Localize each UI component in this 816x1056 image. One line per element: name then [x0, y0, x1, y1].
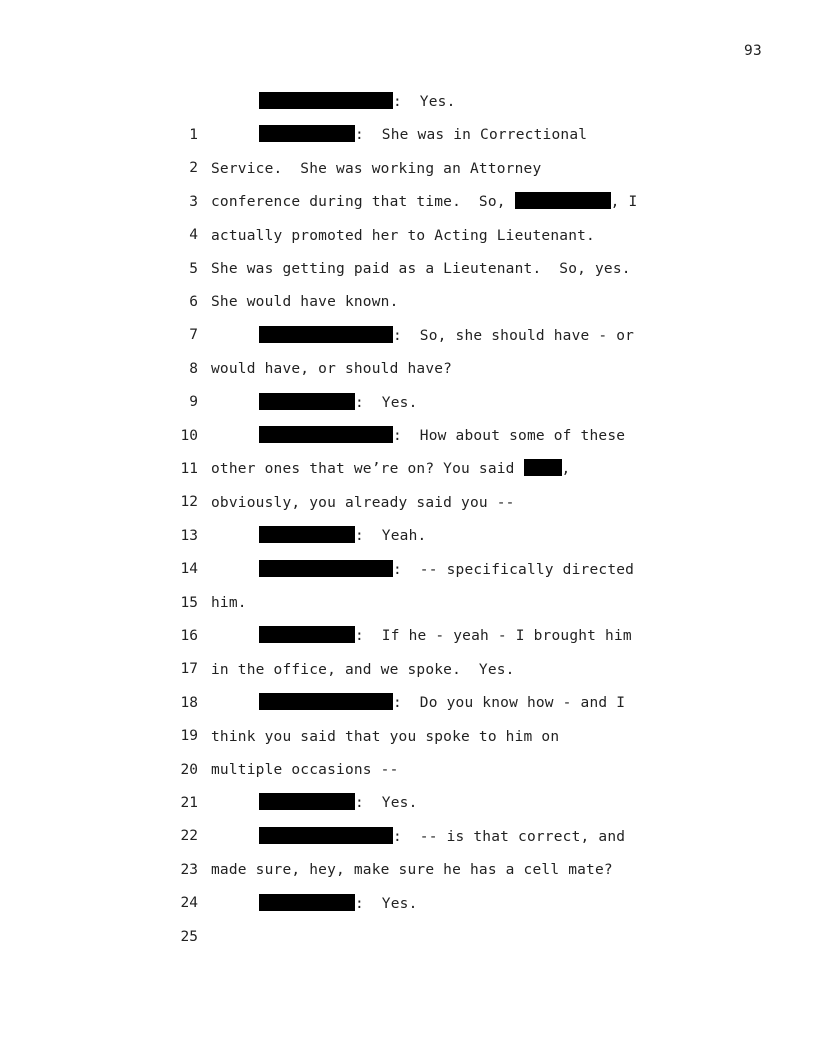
line-text: made sure, hey, make sure he has a cell mate? — [211, 862, 613, 879]
line-text: in the office, and we spoke. Yes. — [211, 661, 515, 678]
line-text: : -- specifically directed — [393, 561, 635, 578]
line-text-continued: , I — [610, 194, 638, 211]
redacted-speaker-name — [259, 827, 393, 844]
redacted-speaker-name — [259, 92, 393, 109]
redacted-speaker-name — [259, 894, 355, 911]
redacted-name — [524, 459, 562, 476]
redacted-speaker-name — [259, 693, 393, 710]
redacted-speaker-name — [259, 626, 355, 643]
line-number: 9 — [189, 394, 198, 411]
line-number: 22 — [180, 828, 198, 845]
line-text: She would have known. — [211, 294, 399, 311]
line-text: conference during that time. So, — [211, 194, 515, 211]
line-text: think you said that you spoke to him on — [211, 728, 560, 745]
line-number: 3 — [189, 193, 198, 210]
transcript-line — [0, 888, 816, 945]
line-number: 19 — [180, 728, 198, 745]
line-text: : Yes. — [393, 94, 456, 110]
line-text: : -- is that correct, and — [393, 828, 626, 845]
line-text: him. — [211, 595, 247, 611]
line-text-continued: , — [561, 461, 571, 478]
line-number: 5 — [189, 260, 198, 277]
line-text: : She was in Correctional — [355, 127, 588, 144]
line-number: 21 — [180, 795, 198, 811]
redacted-speaker-name — [259, 793, 355, 810]
line-number: 11 — [180, 461, 198, 477]
redacted-speaker-name — [259, 526, 355, 543]
line-number: 6 — [189, 294, 198, 310]
line-number: 4 — [189, 227, 198, 244]
redacted-speaker-name — [259, 560, 393, 577]
line-number: 24 — [180, 895, 198, 912]
line-text: : Yes. — [355, 795, 418, 812]
redacted-speaker-name — [259, 125, 355, 142]
line-number: 13 — [180, 527, 198, 544]
line-number: 1 — [189, 127, 198, 143]
line-number: 20 — [180, 761, 198, 778]
line-number: 8 — [189, 360, 198, 377]
line-number: 12 — [180, 494, 198, 511]
line-text: : Yes. — [355, 394, 418, 411]
line-text: : Do you know how - and I — [393, 695, 626, 712]
redacted-speaker-name — [259, 393, 355, 410]
line-text: would have, or should have? — [211, 361, 453, 378]
line-text: : How about some of these — [393, 428, 626, 444]
line-number: 16 — [180, 628, 198, 644]
line-text: other ones that we’re on? You said — [211, 461, 524, 478]
line-text: multiple occasions -- — [211, 762, 399, 778]
redacted-name — [515, 192, 611, 209]
line-text: Service. She was working an Attorney — [211, 160, 542, 177]
line-text: : So, she should have - or — [393, 327, 635, 344]
line-number: 10 — [180, 427, 198, 444]
line-number: 15 — [180, 594, 198, 611]
line-number: 14 — [180, 561, 198, 578]
line-text: : Yeah. — [355, 528, 427, 545]
line-number: 7 — [189, 327, 198, 344]
redacted-speaker-name — [259, 326, 393, 343]
line-number: 17 — [180, 661, 198, 678]
line-text: obviously, you already said you -- — [211, 494, 515, 511]
line-text: : If he - yeah - I brought him — [355, 628, 632, 645]
redacted-speaker-name — [259, 426, 393, 443]
line-number: 2 — [189, 160, 198, 177]
line-text: She was getting paid as a Lieutenant. So, yes. — [211, 261, 631, 277]
line-number: 25 — [180, 928, 198, 945]
line-number: 23 — [180, 861, 198, 878]
line-number: 18 — [180, 694, 198, 711]
page-number: 93 — [743, 43, 762, 59]
line-text: actually promoted her to Acting Lieutenant. — [211, 227, 595, 244]
line-text: : Yes. — [355, 895, 418, 912]
